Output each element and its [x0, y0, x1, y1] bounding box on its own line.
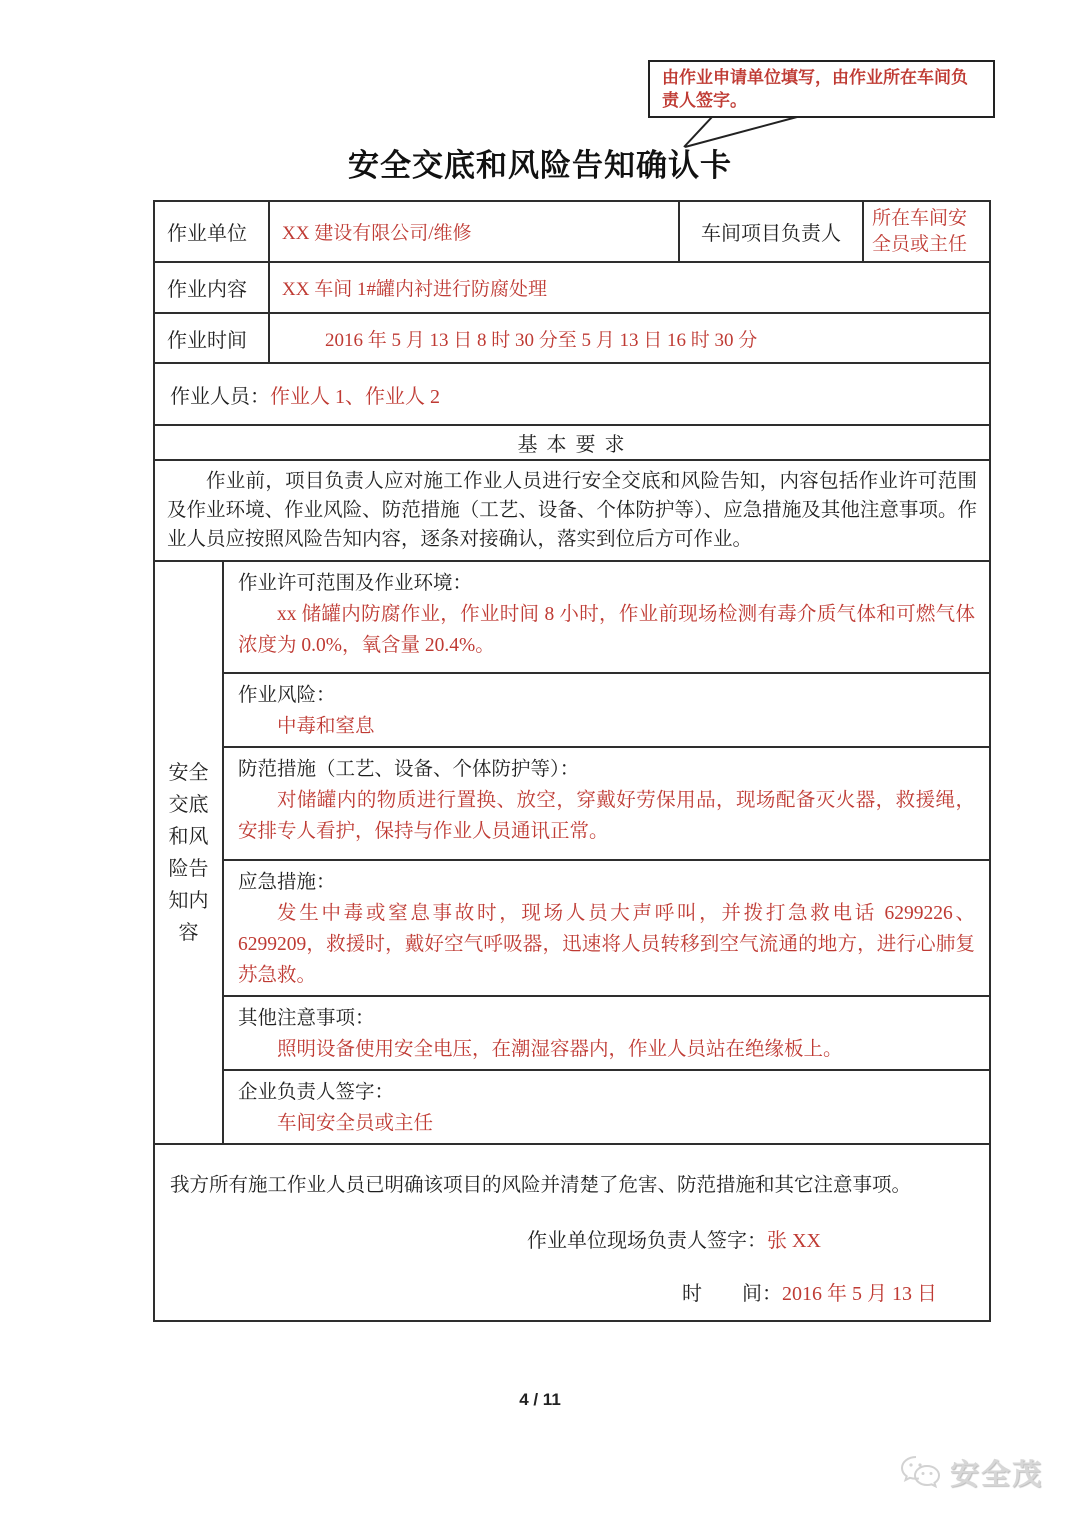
- section-precautions-label: 防范措施（工艺、设备、个体防护等）：: [238, 759, 580, 781]
- row-work-content: [155, 263, 989, 314]
- workers-value: 作业人 1、作业人 2: [270, 385, 440, 408]
- work-time-value: 2016 年 5 月 13 日 8 时 30 分至 5 月 13 日 16 时 30 分: [325, 329, 758, 351]
- row-disclosure: [155, 562, 989, 1145]
- section-work-scope: [224, 562, 989, 674]
- section-other-notes-label: 其他注意事项：: [238, 1008, 375, 1030]
- row-workers: [155, 364, 989, 426]
- section-emergency-measures: [224, 861, 989, 997]
- page-number: 4 / 11: [519, 1390, 561, 1409]
- site-manager-signature-value: 张 XX: [767, 1230, 821, 1253]
- confirmation-date-label: 时 间：: [682, 1283, 782, 1306]
- section-precautions-content: 对储罐内的物质进行置换、放空，穿戴好劳保用品，现场配备灭火器，救援绳，安排专人看护，保持与作业人员通讯正常。: [238, 790, 975, 843]
- section-work-scope-content: xx 储罐内防腐作业，作业时间 8 小时，作业前现场检测有毒介质气体和可燃气体浓度为 0.0%，氧含量 20.4%。: [238, 604, 975, 657]
- basic-requirements-header: 基 本 要 求: [517, 434, 627, 457]
- workers-line: [155, 364, 989, 424]
- section-other-notes: [224, 997, 989, 1071]
- section-enterprise-signature-label: 企业负责人签字：: [238, 1082, 395, 1104]
- confirmation-date-value: 2016 年 5 月 13 日: [782, 1283, 937, 1306]
- site-manager-signature-line: [167, 1224, 977, 1253]
- main-table: [153, 200, 991, 1322]
- disclosure-side-cell: [155, 562, 224, 1143]
- site-manager-signature-label: 作业单位现场负责人签字：: [527, 1230, 767, 1253]
- section-work-risk-label: 作业风险：: [238, 685, 336, 707]
- wechat-icon: [900, 1455, 942, 1491]
- workers-label: 作业人员：: [170, 385, 270, 408]
- watermark: [900, 1452, 1043, 1493]
- work-unit-value: XX 建设有限公司/维修: [270, 202, 680, 261]
- basic-requirements-text: 作业前，项目负责人应对施工作业人员进行安全交底和风险告知，内容包括作业许可范围及作业环境、作业风险、防范措施（工艺、设备、个体防护等）、应急措施及其他注意事项。作业人员应按照风险告知内容，逐条对接确认，落实到位后方可作业。: [167, 471, 977, 551]
- row-work-unit: [155, 202, 989, 263]
- row-basic-requirements-header: [155, 426, 989, 461]
- workshop-manager-value: 所在车间安全员或主任: [872, 208, 968, 255]
- callout-tail: [655, 116, 815, 152]
- confirmation-date-line: [167, 1277, 977, 1306]
- section-precautions: [224, 748, 989, 861]
- callout-note: 由作业申请单位填写，由作业所在车间负责人签字。: [648, 60, 995, 118]
- work-content-value: XX 车间 1#罐内衬进行防腐处理: [282, 279, 547, 301]
- section-enterprise-signature-content: 车间安全员或主任: [277, 1113, 434, 1135]
- row-confirmation: [155, 1145, 989, 1320]
- row-basic-requirements-body: [155, 461, 989, 562]
- watermark-text: 安全茂: [950, 1459, 1044, 1491]
- disclosure-side-label: 安全交底和风险告知内容: [168, 761, 209, 944]
- row-work-time: [155, 314, 989, 364]
- work-unit-label: 作业单位: [155, 202, 270, 261]
- work-content-label: 作业内容: [155, 263, 270, 312]
- confirmation-statement: 我方所有施工作业人员已明确该项目的风险并清楚了危害、防范措施和其它注意事项。: [170, 1175, 912, 1197]
- basic-requirements-body-cell: [155, 461, 989, 560]
- section-emergency-measures-label: 应急措施：: [238, 872, 336, 894]
- section-work-scope-label: 作业许可范围及作业环境：: [238, 573, 473, 595]
- section-emergency-measures-content: 发生中毒或窒息事故时，现场人员大声呼叫，并拨打急救电话 6299226、6299209，救援时，戴好空气呼吸器，迅速将人员转移到空气流通的地方，进行心肺复苏急救。: [238, 903, 975, 987]
- section-work-risk-content: 中毒和窒息: [277, 716, 375, 738]
- section-enterprise-signature: [224, 1071, 989, 1143]
- section-work-risk: [224, 674, 989, 748]
- disclosure-sections: [224, 562, 989, 1143]
- page-title: 安全交底和风险告知确认卡: [348, 148, 732, 183]
- workshop-manager-label: 车间项目负责人: [680, 202, 864, 261]
- section-other-notes-content: 照明设备使用安全电压，在潮湿容器内，作业人员站在绝缘板上。: [277, 1039, 843, 1061]
- work-time-label: 作业时间: [155, 314, 270, 362]
